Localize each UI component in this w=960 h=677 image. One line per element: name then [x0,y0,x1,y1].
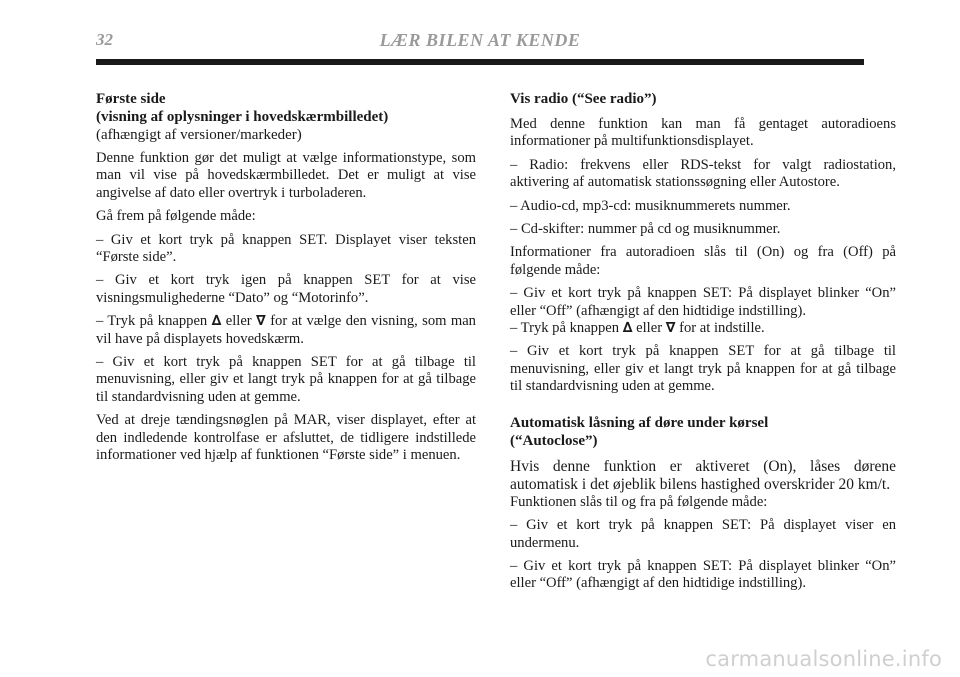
paragraph: Med denne funktion kan man få gentaget autoradioens informationer på multifunktionsdisplayet. [510,116,896,150]
text-segment: for at indstille. [679,320,765,337]
paragraph: – Cd-skifter: nummer på cd og musiknummer. [510,221,781,238]
text-segment: – Tryk på knappen [510,320,620,337]
up-triangle-icon: ∆ [622,320,633,337]
heading-line-3: (afhængigt af versioner/markeder) [96,127,302,143]
paragraph: Gå frem på følgende måde: [96,208,256,225]
up-triangle-icon: ∆ [211,313,222,330]
chapter-title: LÆR BILEN AT KENDE [379,30,581,50]
heading-line-1: Automatisk låsning af døre under kørsel [510,414,769,431]
heading-line-2: (visning af oplysninger i hovedskærmbilledet) [96,109,389,125]
paragraph: – Giv et kort tryk på knappen SET. Displayet viser teksten “Første side”. [96,231,476,266]
paragraph: – Audio-cd, mp3-cd: musiknummerets nummer. [510,197,791,214]
heading-line-2: (“Autoclose”) [510,432,598,449]
paragraph: – Radio: frekvens eller RDS-tekst for valgt radiostation, aktivering af automatisk stationssøgning eller Autostore. [510,156,896,191]
paragraph: Denne funktion gør det muligt at vælge informationstype, som man vil vise på hovedskærmbilledet. Det er muligt at vise angivelse af dato eller overtryk i turboladeren. [96,150,476,201]
text-segment: for at vælge den visning, som man vil have på displayets hovedskærm. [96,313,476,347]
down-triangle-icon: ∇ [665,320,676,337]
paragraph: – Giv et kort tryk på knappen SET: På displayet blinker “On” eller “Off” (afhængigt af den hidtidige indstilling). [510,285,896,319]
paragraph-with-icons [510,320,896,337]
watermark: carmanualsonline.info [705,647,942,671]
page-number: 32 [96,30,113,49]
right-column [510,90,896,599]
left-heading [96,90,476,144]
paragraph: – Giv et kort tryk på knappen SET for at gå tilbage til menuvisning, eller giv et langt tryk på knappen for at gå tilbage til standardvisning uden at gemme. [510,343,896,395]
paragraph: – Giv et kort tryk på knappen SET: På displayet viser en undermenu. [510,517,896,551]
header-rule [96,59,864,65]
paragraph-with-icons [96,313,476,348]
paragraph: Funktionen slås til og fra på følgende måde: [510,493,768,510]
text-segment: eller [636,320,663,337]
paragraph: Informationer fra autoradioen slås til (On) og fra (Off) på følgende måde: [510,244,896,278]
text-segment: – Tryk på knappen [96,313,208,330]
paragraph: – Giv et kort tryk igen på knappen SET for at vise visningsmulighederne “Dato” og “Motorinfo”. [96,272,476,306]
down-triangle-icon: ∇ [256,313,266,330]
section-heading-autoclose [510,414,896,450]
section-heading-see-radio: Vis radio (“See radio”) [510,91,657,107]
text-segment: eller [225,313,252,330]
page-header [96,26,864,54]
left-column [96,90,476,471]
paragraph: Hvis denne funktion er aktiveret (On), låses dørene automatisk i det øjeblik bilens hastighed overskrider 20 km/t. [510,457,896,493]
paragraph: – Giv et kort tryk på knappen SET for at gå tilbage til menuvisning, eller giv et langt tryk på knappen for at gå tilbage til standardvisning uden at gemme. [96,354,476,405]
paragraph: – Giv et kort tryk på knappen SET: På displayet blinker “On” eller “Off” (afhængigt af den hidtidige indstilling). [510,557,896,592]
paragraph: Ved at dreje tændingsnøglen på MAR, viser displayet, efter at den indledende kontrolfase er afsluttet, de tidligere indstillede informationer ved hjælp af funktionen “Første side” i menuen. [96,412,476,464]
heading-line-1: Første side [96,91,166,107]
